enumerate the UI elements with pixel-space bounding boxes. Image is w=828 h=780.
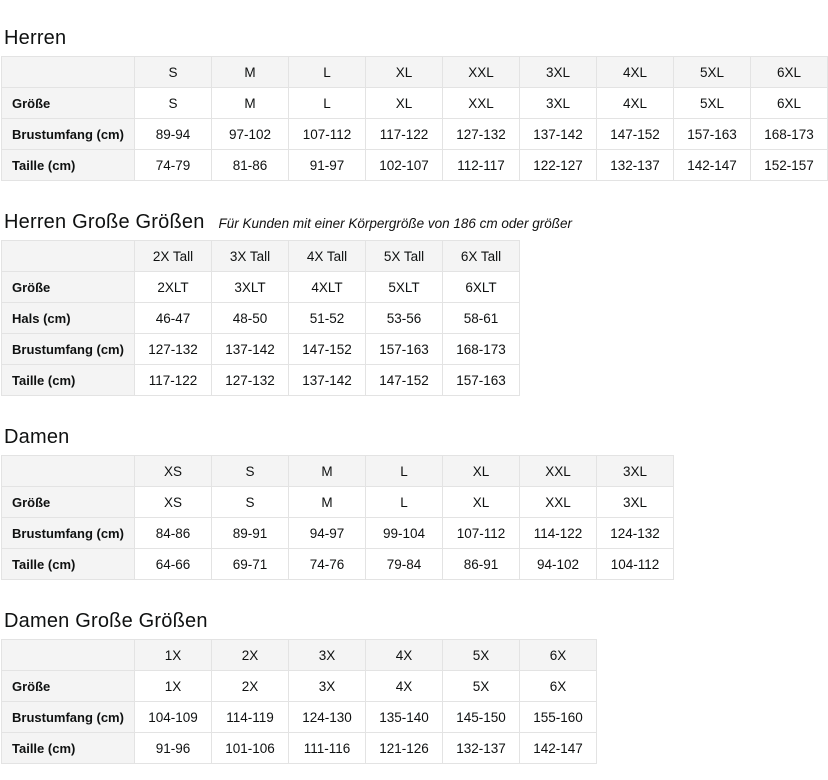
size-value-cell: 5XLT [366, 272, 443, 303]
corner-cell [2, 57, 135, 88]
section-header [4, 610, 828, 633]
size-column-header: 6X [520, 640, 597, 671]
size-value-cell: 91-97 [289, 150, 366, 181]
size-value-cell: XS [135, 487, 212, 518]
size-value-cell: 104-112 [597, 549, 674, 580]
size-column-header: 5X Tall [366, 241, 443, 272]
measurement-row [2, 334, 520, 365]
size-column-header: XXL [520, 456, 597, 487]
size-value-cell: 3XL [597, 487, 674, 518]
size-value-cell: 3X [289, 671, 366, 702]
row-label: Taille (cm) [2, 549, 135, 580]
size-value-cell: 6X [520, 671, 597, 702]
size-value-cell: S [135, 88, 212, 119]
measurement-row [2, 733, 597, 764]
size-value-cell: 152-157 [751, 150, 828, 181]
size-value-cell: 64-66 [135, 549, 212, 580]
size-chart-section-damen [1, 426, 828, 580]
size-value-cell: 147-152 [597, 119, 674, 150]
size-column-header: M [289, 456, 366, 487]
size-value-cell: 81-86 [212, 150, 289, 181]
corner-cell [2, 456, 135, 487]
size-column-header: 5X [443, 640, 520, 671]
size-value-cell: 168-173 [443, 334, 520, 365]
size-value-cell: L [366, 487, 443, 518]
size-value-cell: XL [366, 88, 443, 119]
size-value-cell: 4X [366, 671, 443, 702]
size-value-cell: 74-76 [289, 549, 366, 580]
size-column-header: S [212, 456, 289, 487]
size-column-header: 3XL [520, 57, 597, 88]
size-value-cell: S [212, 487, 289, 518]
size-column-header: XL [366, 57, 443, 88]
size-column-header: L [366, 456, 443, 487]
column-header-row [2, 456, 674, 487]
section-title: Damen [4, 426, 70, 448]
column-header-row [2, 640, 597, 671]
size-value-cell: 132-137 [597, 150, 674, 181]
size-value-cell: 155-160 [520, 702, 597, 733]
size-value-cell: 137-142 [212, 334, 289, 365]
size-value-cell: XL [443, 487, 520, 518]
size-value-cell: 86-91 [443, 549, 520, 580]
size-value-cell: 97-102 [212, 119, 289, 150]
section-header [4, 211, 828, 234]
size-column-header: M [212, 57, 289, 88]
size-value-cell: 114-119 [212, 702, 289, 733]
size-value-cell: 58-61 [443, 303, 520, 334]
size-value-cell: 107-112 [289, 119, 366, 150]
row-label: Taille (cm) [2, 733, 135, 764]
size-value-cell: 142-147 [674, 150, 751, 181]
size-column-header: XL [443, 456, 520, 487]
size-value-cell: 112-117 [443, 150, 520, 181]
size-value-cell: 74-79 [135, 150, 212, 181]
size-value-cell: 137-142 [289, 365, 366, 396]
size-column-header: 4X Tall [289, 241, 366, 272]
size-column-header: 6XL [751, 57, 828, 88]
size-value-cell: 53-56 [366, 303, 443, 334]
measurement-row [2, 702, 597, 733]
size-value-cell: 147-152 [289, 334, 366, 365]
size-value-cell: 124-130 [289, 702, 366, 733]
size-value-cell: 84-86 [135, 518, 212, 549]
size-column-header: S [135, 57, 212, 88]
row-label: Größe [2, 272, 135, 303]
size-value-cell: M [289, 487, 366, 518]
size-value-cell: 111-116 [289, 733, 366, 764]
size-table [1, 639, 597, 764]
column-header-row [2, 241, 520, 272]
size-value-cell: 142-147 [520, 733, 597, 764]
section-header [4, 27, 828, 50]
size-table [1, 56, 828, 181]
size-value-cell: 1X [135, 671, 212, 702]
measurement-row [2, 671, 597, 702]
size-table [1, 455, 674, 580]
size-column-header: 4X [366, 640, 443, 671]
size-value-cell: 157-163 [674, 119, 751, 150]
row-label: Brustumfang (cm) [2, 334, 135, 365]
size-value-cell: 99-104 [366, 518, 443, 549]
size-value-cell: 51-52 [289, 303, 366, 334]
size-column-header: L [289, 57, 366, 88]
size-value-cell: 117-122 [135, 365, 212, 396]
row-label: Größe [2, 487, 135, 518]
size-value-cell: 2XLT [135, 272, 212, 303]
size-value-cell: 145-150 [443, 702, 520, 733]
size-value-cell: 147-152 [366, 365, 443, 396]
section-title: Herren Große Größen [4, 211, 205, 233]
size-value-cell: 104-109 [135, 702, 212, 733]
size-column-header: 1X [135, 640, 212, 671]
size-value-cell: 94-102 [520, 549, 597, 580]
size-column-header: XXL [443, 57, 520, 88]
size-value-cell: L [289, 88, 366, 119]
corner-cell [2, 640, 135, 671]
row-label: Taille (cm) [2, 365, 135, 396]
measurement-row [2, 272, 520, 303]
size-value-cell: 5XL [674, 88, 751, 119]
size-value-cell: 157-163 [366, 334, 443, 365]
size-value-cell: 127-132 [212, 365, 289, 396]
corner-cell [2, 241, 135, 272]
size-value-cell: 127-132 [443, 119, 520, 150]
size-value-cell: 157-163 [443, 365, 520, 396]
size-value-cell: 46-47 [135, 303, 212, 334]
size-value-cell: 94-97 [289, 518, 366, 549]
size-value-cell: 2X [212, 671, 289, 702]
size-value-cell: 4XLT [289, 272, 366, 303]
size-value-cell: 124-132 [597, 518, 674, 549]
row-label: Brustumfang (cm) [2, 702, 135, 733]
size-value-cell: XXL [520, 487, 597, 518]
size-value-cell: 5X [443, 671, 520, 702]
size-chart-page [1, 27, 828, 764]
size-value-cell: 89-94 [135, 119, 212, 150]
size-column-header: 4XL [597, 57, 674, 88]
size-value-cell: 6XL [751, 88, 828, 119]
section-subtitle: Für Kunden mit einer Körpergröße von 186 cm oder größer [218, 216, 572, 231]
section-title: Damen Große Größen [4, 610, 208, 632]
size-value-cell: 6XLT [443, 272, 520, 303]
section-header [4, 426, 828, 449]
size-chart-section-herren [1, 27, 828, 181]
size-value-cell: 137-142 [520, 119, 597, 150]
size-value-cell: XXL [443, 88, 520, 119]
size-value-cell: 122-127 [520, 150, 597, 181]
size-value-cell: 168-173 [751, 119, 828, 150]
size-value-cell: 3XL [520, 88, 597, 119]
size-column-header: XS [135, 456, 212, 487]
row-label: Brustumfang (cm) [2, 518, 135, 549]
size-value-cell: 102-107 [366, 150, 443, 181]
size-chart-section-herren-grosse-groessen [1, 211, 828, 396]
row-label: Hals (cm) [2, 303, 135, 334]
size-chart-section-damen-grosse-groessen [1, 610, 828, 764]
size-value-cell: 132-137 [443, 733, 520, 764]
measurement-row [2, 365, 520, 396]
row-label: Größe [2, 671, 135, 702]
measurement-row [2, 88, 828, 119]
measurement-row [2, 303, 520, 334]
row-label: Größe [2, 88, 135, 119]
size-value-cell: 91-96 [135, 733, 212, 764]
size-value-cell: 3XLT [212, 272, 289, 303]
size-value-cell: 114-122 [520, 518, 597, 549]
size-value-cell: 117-122 [366, 119, 443, 150]
section-title: Herren [4, 27, 67, 49]
size-column-header: 3X Tall [212, 241, 289, 272]
size-value-cell: 107-112 [443, 518, 520, 549]
size-value-cell: 127-132 [135, 334, 212, 365]
size-value-cell: 69-71 [212, 549, 289, 580]
size-column-header: 3X [289, 640, 366, 671]
row-label: Brustumfang (cm) [2, 119, 135, 150]
size-value-cell: 135-140 [366, 702, 443, 733]
measurement-row [2, 119, 828, 150]
size-column-header: 5XL [674, 57, 751, 88]
size-column-header: 6X Tall [443, 241, 520, 272]
size-value-cell: 4XL [597, 88, 674, 119]
size-column-header: 3XL [597, 456, 674, 487]
size-table [1, 240, 520, 396]
size-value-cell: 48-50 [212, 303, 289, 334]
measurement-row [2, 518, 674, 549]
size-value-cell: 79-84 [366, 549, 443, 580]
row-label: Taille (cm) [2, 150, 135, 181]
size-column-header: 2X [212, 640, 289, 671]
column-header-row [2, 57, 828, 88]
size-column-header: 2X Tall [135, 241, 212, 272]
size-value-cell: M [212, 88, 289, 119]
measurement-row [2, 150, 828, 181]
measurement-row [2, 487, 674, 518]
size-value-cell: 121-126 [366, 733, 443, 764]
size-value-cell: 101-106 [212, 733, 289, 764]
size-value-cell: 89-91 [212, 518, 289, 549]
measurement-row [2, 549, 674, 580]
